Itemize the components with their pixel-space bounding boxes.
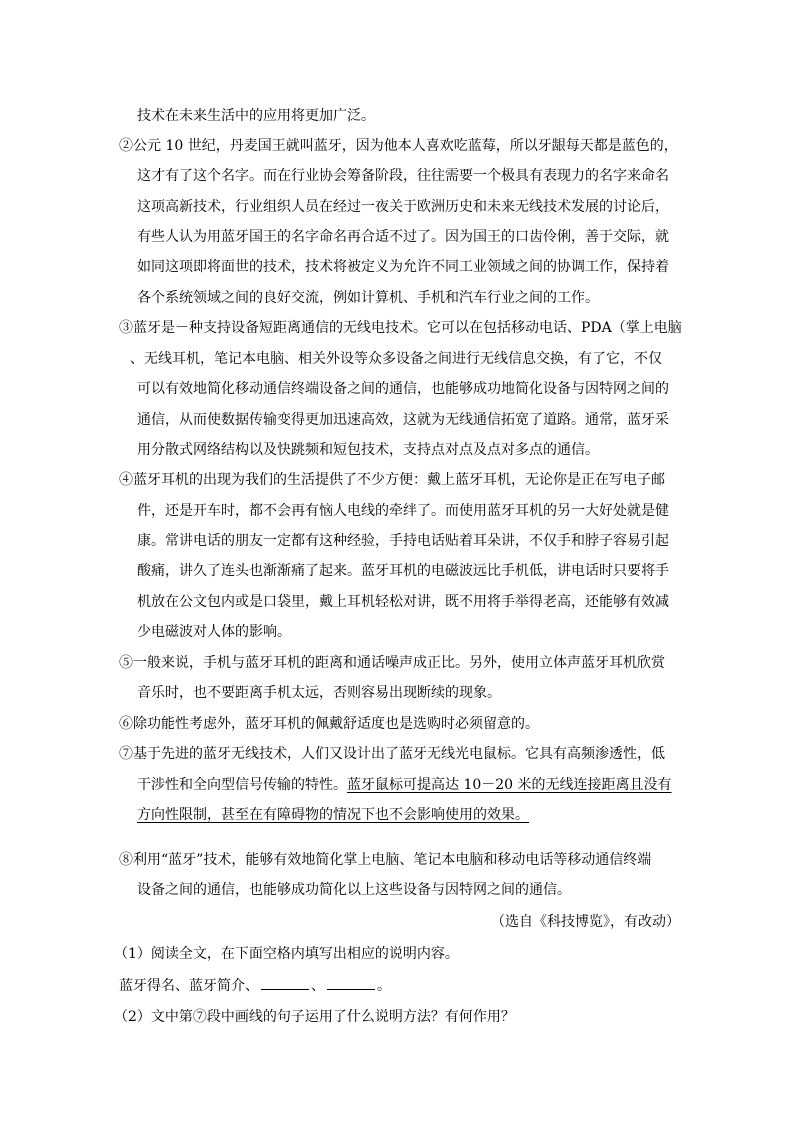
question-1: （1）阅读全文，在下面空格内填写出相应的说明内容。 (114, 946, 459, 962)
text-line: ③蓝牙是－种支持设备短距离通信的无线电技术。它可以在包括移动电话、PDA（掌上电脑 (119, 320, 682, 336)
text-line: 如同这项即将面世的技术，技术将被定义为允许不同工业领域之间的协调工作，保持着 (137, 259, 669, 275)
text-line (137, 805, 529, 825)
text-line: ④蓝牙耳机的出现为我们的生活提供了不少方便：戴上蓝牙耳机，无论你是正在写电子邮 (119, 472, 665, 488)
text-line: 通信，从而使数据传输变得更加迅速高效，这就为无线通信拓宽了道路。通常，蓝牙采 (137, 412, 669, 428)
text-line: 设备之间的通信，也能够成功简化以上这些设备与因特网之间的通信。 (137, 882, 571, 898)
text-line: 少电磁波对人体的影响。 (137, 624, 291, 640)
text-line: 有些人认为用蓝牙国王的名字命名再合适不过了。因为国王的口齿伶俐，善于交际，就 (137, 229, 669, 245)
underlined-sentence: 蓝牙鼠标可提高达 10－20 米的无线连接距离且没有 (347, 777, 672, 793)
text-line: ②公元 10 世纪，丹麦国王就叫蓝牙，因为他本人喜欢吃蓝莓，所以牙龈每天都是蓝色的， (119, 138, 678, 154)
source-citation: （选自《科技博览》，有改动） (491, 914, 680, 930)
text-line: ⑤一般来说，手机与蓝牙耳机的距离和通话噪声成正比。另外，使用立体声蓝牙耳机欣赏 (119, 655, 665, 671)
text-line: 酸痛，讲久了连头也渐渐痛了起来。蓝牙耳机的电磁波远比手机低，讲电话时只要将手 (137, 563, 669, 579)
text-line: 各个系统领域之间的良好交流，例如计算机、手机和汽车行业之间的工作。 (137, 290, 599, 306)
question-2: （2）文中第⑦段中画线的句子运用了什么说明方法？有何作用？ (114, 1009, 515, 1025)
text-line: 机放在公文包内或是口袋里，戴上耳机轻松对讲，既不用将手举得老高，还能够有效减 (137, 594, 669, 610)
text-line (137, 775, 672, 795)
text-line: 这才有了这个名字。而在行业协会筹备阶段，往往需要一个极具有表现力的名字来命名 (137, 168, 669, 184)
answer-blank-1[interactable] (261, 975, 309, 990)
answer-line (119, 975, 391, 996)
text-line: 、无线耳机，笔记本电脑、相关外设等众多设备之间进行无线信息交换，有了它，不仅 (130, 351, 662, 367)
text-line: 技术在未来生活中的应用将更加广泛。 (137, 108, 375, 124)
text-line: 康。常讲电话的朋友一定都有这种经验，手持电话贴着耳朵讲，不仅手和脖子容易引起 (137, 533, 669, 549)
text-line: 可以有效地简化移动通信终端设备之间的通信，也能够成功地简化设备与因特网之间的 (137, 381, 669, 397)
text-line: 件，还是开车时，都不会再有恼人电线的牵绊了。而使用蓝牙耳机的另一大好处就是健 (137, 503, 669, 519)
text-line: ⑥除功能性考虑外，蓝牙耳机的佩戴舒适度也是选购时必须留意的。 (119, 716, 539, 732)
text-line: 音乐时，也不要距离手机太远，否则容易出现断续的现象。 (137, 685, 501, 701)
answer-sep: 、 (311, 978, 325, 994)
answer-end: 。 (377, 978, 391, 994)
underlined-sentence: 方向性限制，甚至在有障碍物的情况下也不会影响使用的效果。 (137, 807, 529, 823)
answer-blank-2[interactable] (327, 975, 375, 990)
text-line: ⑦基于先进的蓝牙无线技术，人们又设计出了蓝牙无线光电鼠标。它具有高频渗透性，低 (119, 746, 665, 762)
text-line: 用分散式网络结构以及快跳频和短包技术，支持点对点及点对多点的通信。 (137, 442, 599, 458)
plain-text: 干涉性和全向型信号传输的特性。 (137, 777, 347, 793)
text-line: 这项高新技术，行业组织人员在经过一夜关于欧洲历史和未来无线技术发展的讨论后， (137, 199, 669, 215)
answer-prefix: 蓝牙得名、蓝牙简介、 (119, 978, 259, 994)
text-line: ⑧利用“蓝牙”技术，能够有效地简化掌上电脑、笔记本电脑和移动电话等移动通信终端 (119, 852, 652, 868)
